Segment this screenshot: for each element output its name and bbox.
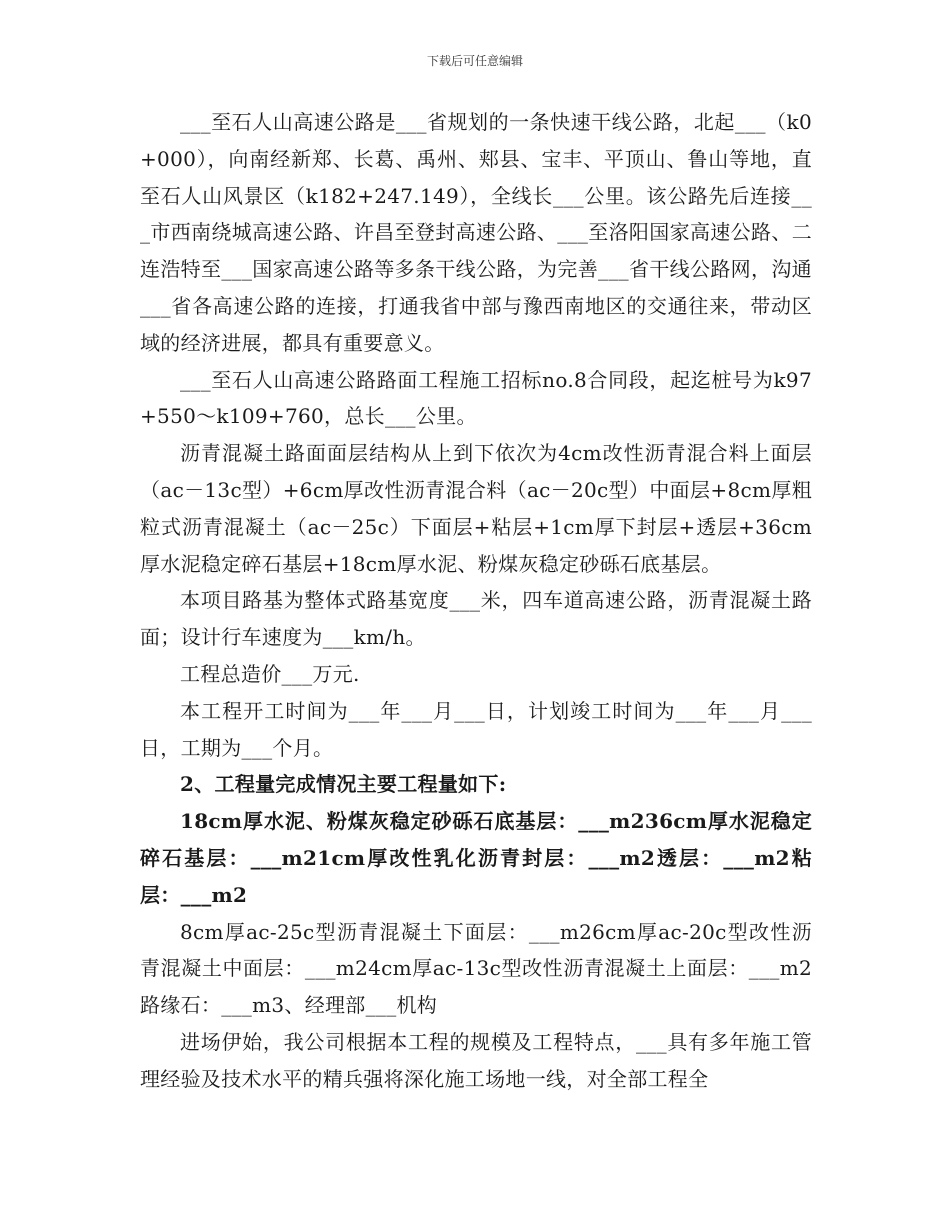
section-heading-quantities: 2、工程量完成情况主要工程量如下: <box>180 772 507 797</box>
paragraph-surface-quantities: 8cm厚ac-25c型沥青混凝土下面层：___m26cm厚ac-20c型改性沥青混凝土中面层：___m24cm厚ac-13c型改性沥青混凝土上面层：___m2路缘石：___m3、经理部___机构 <box>140 919 812 1018</box>
paragraph-contract-section: ___至石人山高速公路路面工程施工招标no.8合同段，起迄桩号为k97+550～k109+760，总长___公里。 <box>140 367 812 429</box>
page-header: 下载后可任意编辑 <box>426 54 523 68</box>
paragraph-mobilization: 进场伊始，我公司根据本工程的规模及工程特点，___具有多年施工管理经验及技术水平的精兵强将深化施工场地一线，对全部工程全 <box>140 1029 812 1091</box>
paragraph-roadbed-width: 本项目路基为整体式路基宽度___米，四车道高速公路，沥青混凝土路面；设计行车速度为___km/h。 <box>140 588 812 650</box>
paragraph-schedule: 本工程开工时间为___年___月___日，计划竣工时间为___年___月___日，工期为___个月。 <box>140 698 812 760</box>
paragraph-base-quantities: 18cm厚水泥、粉煤灰稳定砂砾石底基层：___m236cm厚水泥稳定碎石基层：___m21cm厚改性乳化沥青封层：___m2透层：___m2粘层：___m2 <box>140 809 812 907</box>
paragraph-pavement-structure: 沥青混凝土路面面层结构从上到下依次为4cm改性沥青混合料上面层（ac－13c型）+6cm厚改性沥青混合料（ac－20c型）中面层+8cm厚粗粒式沥青混凝土（ac－25c）下面层+粘层+1cm厚下封层+透层+36cm厚水泥稳定碎石基层+18cm厚水泥、粉煤灰稳定砂砾石底基层。 <box>140 441 812 576</box>
paragraph-total-cost: 工程总造价___万元. <box>180 661 360 686</box>
document-body <box>140 104 812 1098</box>
paragraph-project-overview: ___至石人山高速公路是___省规划的一条快速干线公路，北起___（k0+000），向南经新郑、长葛、禹州、郏县、宝丰、平顶山、鲁山等地，直至石人山风景区（k182+247.149），全线长___公里。该公路先后连接___市西南绕城高速公路、许昌至登封高速公路、___至洛阳国家高速公路、二连浩特至___国家高速公路等多条干线公路，为完善___省干线公路网，沟通___省各高速公路的连接，打通我省中部与豫西南地区的交通往来，带动区域的经济进展，都具有重要意义。 <box>140 110 812 355</box>
